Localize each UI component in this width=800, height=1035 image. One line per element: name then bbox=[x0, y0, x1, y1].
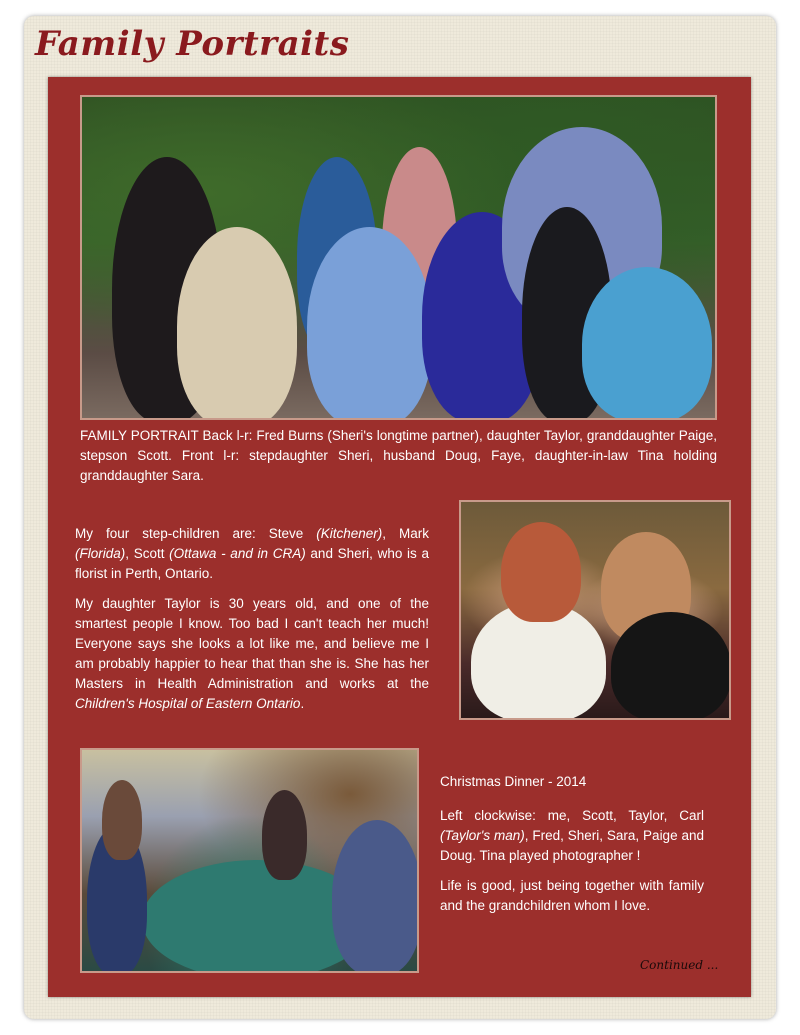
text-run: My four step-children are: Steve bbox=[75, 526, 317, 541]
stepchildren-text bbox=[75, 524, 429, 724]
taylor-paragraph bbox=[75, 594, 429, 714]
text-run: , Fred, Sheri, Sara, Paige and Doug. Tina played photographer ! bbox=[440, 828, 704, 863]
text-run: and Sheri, who is a florist in Perth, Ontario. bbox=[75, 546, 429, 581]
graduation-photo bbox=[459, 500, 731, 720]
italic-run: (Taylor's man) bbox=[440, 828, 525, 843]
christmas-dinner-photo bbox=[80, 748, 419, 973]
text-run: . bbox=[300, 696, 305, 711]
page-title: Family Portraits bbox=[35, 24, 350, 64]
italic-run: (Ottawa - and in CRA) bbox=[169, 546, 306, 561]
continued-label: Continued ... bbox=[640, 958, 719, 972]
italic-run: (Florida) bbox=[75, 546, 126, 561]
family-portrait-photo bbox=[80, 95, 717, 420]
text-run: , Scott bbox=[125, 546, 170, 561]
christmas-heading: Christmas Dinner - 2014 bbox=[440, 774, 587, 789]
italic-run: (Kitchener) bbox=[316, 526, 383, 541]
christmas-text bbox=[440, 772, 704, 926]
stepchildren-paragraph bbox=[75, 524, 429, 584]
christmas-paragraph bbox=[440, 806, 704, 866]
italic-run: Children's Hospital of Eastern Ontario bbox=[75, 696, 301, 711]
text-run: , Mark bbox=[382, 526, 429, 541]
text-run: My daughter Taylor is 30 years old, and one of the smartest people I know. Too bad I can't teach her much! Everyone says she looks a lot like me, and believe me I am probably happier to hear that than she is. She has her Masters in Health Administration and works at the bbox=[75, 596, 429, 691]
family-portrait-caption: FAMILY PORTRAIT Back l-r: Fred Burns (Sheri's longtime partner), daughter Taylor, granddaughter Paige, stepson Scott. Front l-r: stepdaughter Sheri, husband Doug, Faye, daughter-in-law Tina holding granddaughter Sara. bbox=[80, 428, 717, 483]
life-is-good-paragraph: Life is good, just being together with family and the grandchildren whom I love. bbox=[440, 878, 704, 913]
text-run: Left clockwise: me, Scott, Taylor, Carl bbox=[440, 808, 704, 823]
